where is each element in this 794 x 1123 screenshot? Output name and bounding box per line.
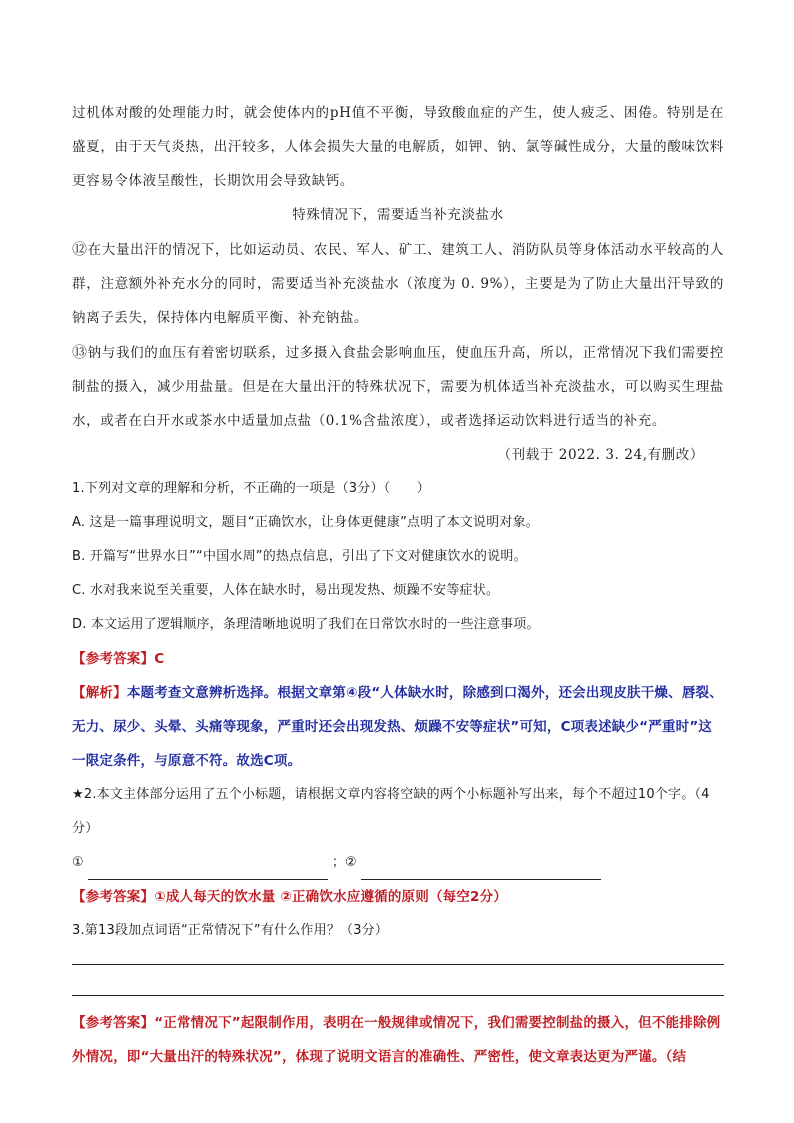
passage-paragraph: 过机体对酸的处理能力时，就会使体内的pH值不平衡，导致酸血症的产生，使人疲乏、困倦。特别是在盛夏，由于天气炎热，出汗较多，人体会损失大量的电解质，如钾、钠、氯等碱性成分，大量的酸味饮料更容易令体液呈酸性，长期饮用会导致缺钙。 — [72, 105, 724, 189]
option-c: C. 水对我来说至关重要，人体在缺水时，易出现发热、烦躁不安等症状。 — [72, 583, 500, 598]
analysis-tag: 【解析】 — [72, 685, 127, 701]
paragraph-text: 钠与我们的血压有着密切联系，过多摄入食盐会影响血压，使血压升高，所以，正常情况下我们需要控制盐的摄入，减少用盐量。但是在大量出汗的特殊状况下，需要为机体适当补充淡盐水，可以购买生理盐水，或者在白开水或茶水中适量加点盐（0.1%含盐浓度），或者选择运动饮料进行适当的补充。 — [72, 345, 725, 429]
option-a: A. 这是一篇事理说明文，题目“正确饮水，让身体更健康”点明了本文说明对象。 — [72, 515, 539, 530]
answer-2: 【参考答案】①成人每天的饮水量 ②正确饮水应遵循的原则（每空2分） — [72, 889, 508, 905]
question-2-stem: ★2.本文主体部分运用了五个小标题，请根据文章内容将空缺的两个小标题补写出来，每个不超过10个字。（4分） — [72, 787, 710, 836]
question-1-stem: 1.下列对文章的理解和分析，不正确的一项是（3分）（ ） — [72, 481, 430, 496]
source-note: （刊载于 2022. 3. 24,有删改） — [497, 447, 704, 463]
blank-1-line[interactable] — [88, 861, 328, 880]
option-b: B. 开篇写“世界水日”“中国水周”的热点信息，引出了下文对健康饮水的说明。 — [72, 549, 527, 564]
answer-1: 【参考答案】C — [72, 651, 165, 667]
answer-3: 【参考答案】“正常情况下”起限制作用，表明在一般规律或情况下，我们需要控制盐的摄入，但不能排除例外情况，即“大量出汗的特殊状况”，体现了说明文语言的准确性、严密性，使文章表达更为严谨。（结 — [72, 1015, 721, 1065]
paragraph-number: ⑫ — [72, 240, 88, 258]
document-page — [72, 96, 724, 1074]
blank-2-line[interactable] — [361, 861, 601, 880]
blank-separator: ；② — [331, 855, 357, 870]
paragraph-number: ⑬ — [72, 343, 88, 361]
analysis-1 — [72, 676, 724, 778]
section-subtitle: 特殊情况下，需要适当补充淡盐水 — [292, 207, 504, 223]
blank-1-label: ① — [72, 855, 84, 870]
passage-paragraph-13 — [72, 335, 724, 438]
analysis-text: 本题考查文意辨析选择。根据文章第④段“人体缺水时，除感到口渴外，还会出现皮肤干燥、唇裂、无力、尿少、头晕、头痛等现象，严重时还会出现发热、烦躁不安等症状”可知，C项表述缺少“严重时”这一限定条件，与原意不符。故选C项。 — [72, 685, 723, 769]
option-d: D. 本文运用了逻辑顺序，条理清晰地说明了我们在日常饮水时的一些注意事项。 — [72, 617, 540, 632]
question-3-stem: 3.第13段加点词语“正常情况下”有什么作用？（3分） — [72, 923, 389, 938]
passage-paragraph-12 — [72, 232, 724, 335]
answer-blanks — [72, 846, 724, 880]
paragraph-text: 在大量出汗的情况下，比如运动员、农民、军人、矿工、建筑工人、消防队员等身体活动水平较高的人群，注意额外补充水分的同时，需要适当补充淡盐水（浓度为 0. 9%），主要是为了防止大量出汗导致的钠离子丢失，保持体内电解质平衡、补充钠盐。 — [72, 242, 725, 326]
